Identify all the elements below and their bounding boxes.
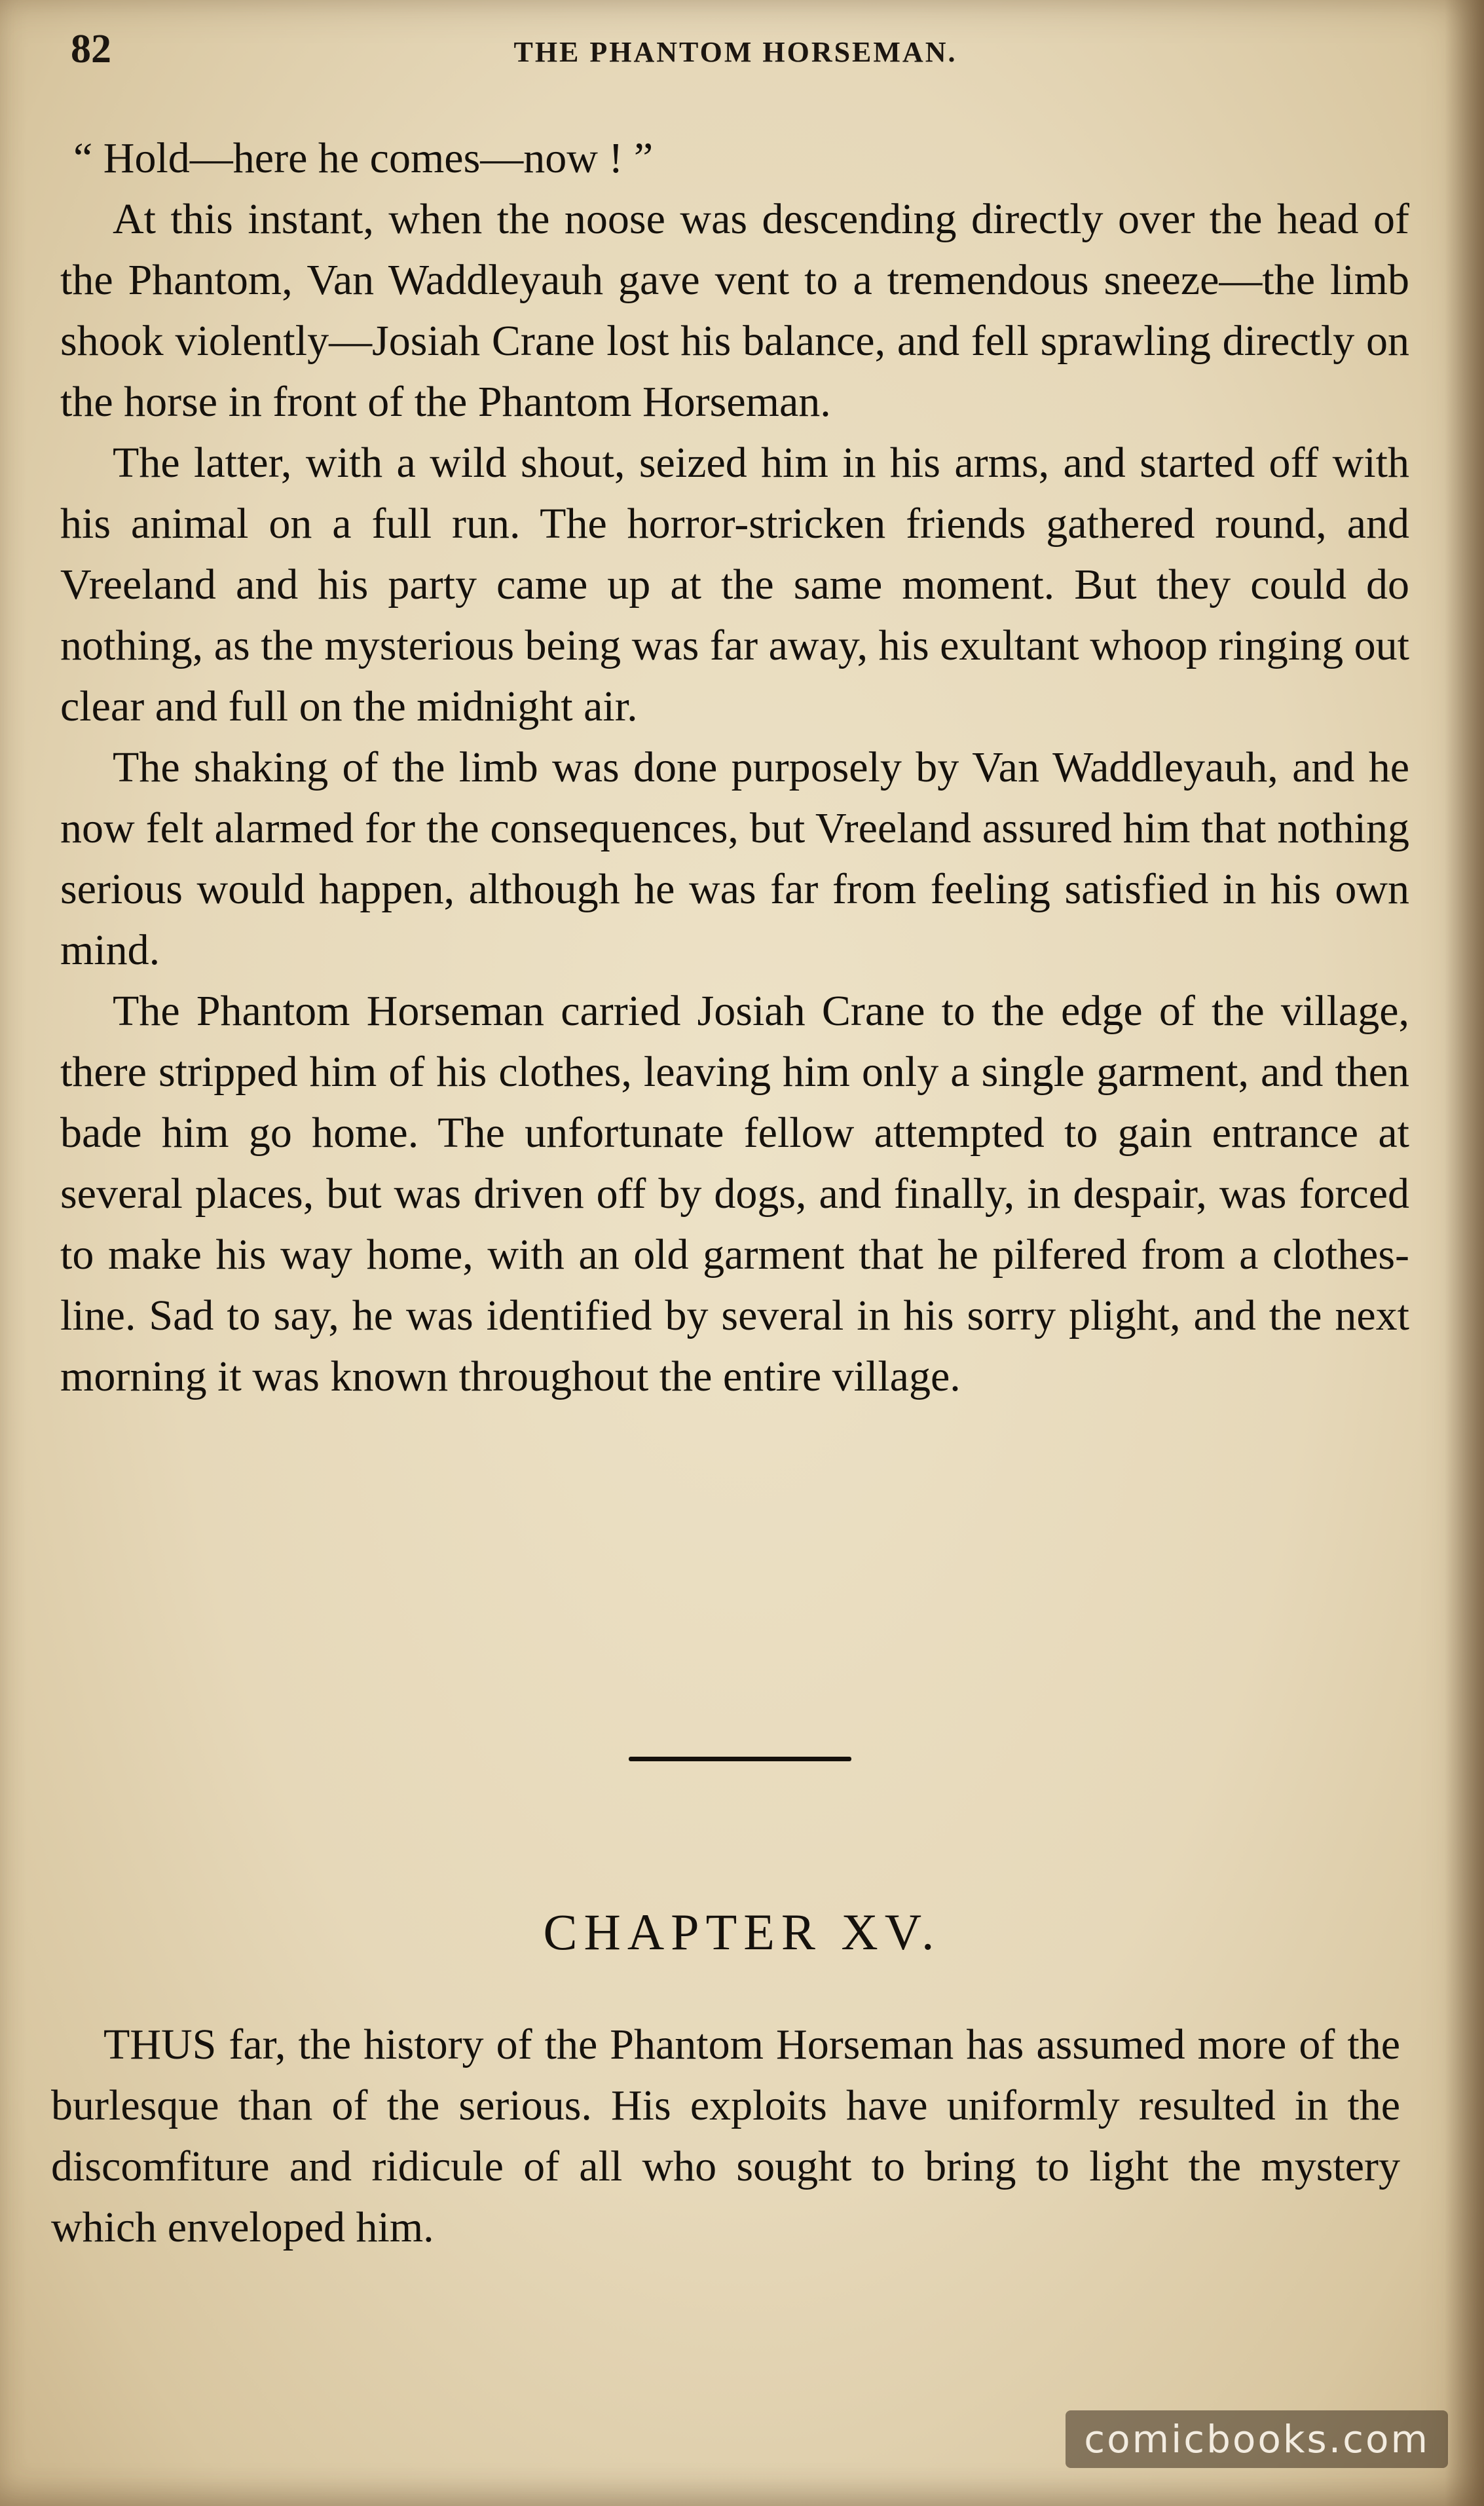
paragraph: The latter, with a wild shout, seized him in his arms, and started off with his animal on a full run. The horror-stricken friends gathered round, and Vreeland and his party came up at the same moment. But they could do nothing, as the mysterious being was far away, his exultant whoop ringing out clear and full on the midnight air. — [60, 439, 1409, 730]
spine-shadow — [1445, 0, 1484, 2506]
body-text-section-1 — [60, 128, 1409, 1407]
page-header — [59, 26, 1412, 85]
chapter-title: CHAPTER XV. — [543, 1903, 941, 1960]
running-head: THE PHANTOM HORSEMAN. — [513, 36, 957, 68]
paragraph: “ Hold—here he comes—now ! ” — [73, 134, 654, 182]
paragraph: The Phantom Horseman carried Josiah Crane to the edge of the village, there stripped him of his clothes, leaving him only a single garment, and then bade him go home. The unfortunate fellow attempted to gain entrance at several places, but was driven off by dogs, and finally, in despair, was forced to make his way home, with an old garment that he pilfered from a clothes-line. Sad to say, he was identified by several in his sorry plight, and the next morning it was known throughout the entire village. — [60, 987, 1409, 1400]
paragraph: The shaking of the limb was done purposely by Van Waddleyauh, and he now felt alarmed for the consequences, but Vreeland assured him that nothing serious would happen, although he was far from feeling satisfied in his own mind. — [60, 743, 1409, 974]
paragraph: At this instant, when the noose was descending directly over the head of the Phantom, Van Waddleyauh gave vent to a tremendous sneeze—the limb shook violently—Josiah Crane lost his balance, and fell sprawling directly on the horse in front of the Phantom Horseman. — [60, 195, 1409, 426]
section-divider-rule — [629, 1757, 851, 1761]
body-text-section-2 — [51, 2014, 1400, 2258]
paragraph: THUS far, the history of the Phantom Horseman has assumed more of the burlesque than of the serious. His exploits have uniformly resulted in the discomfiture and ridicule of all who sought to bring to light the mystery which enveloped him. — [51, 2021, 1400, 2251]
page-number: 82 — [71, 27, 111, 71]
watermark-logo: comicbooks.com — [1066, 2410, 1448, 2468]
